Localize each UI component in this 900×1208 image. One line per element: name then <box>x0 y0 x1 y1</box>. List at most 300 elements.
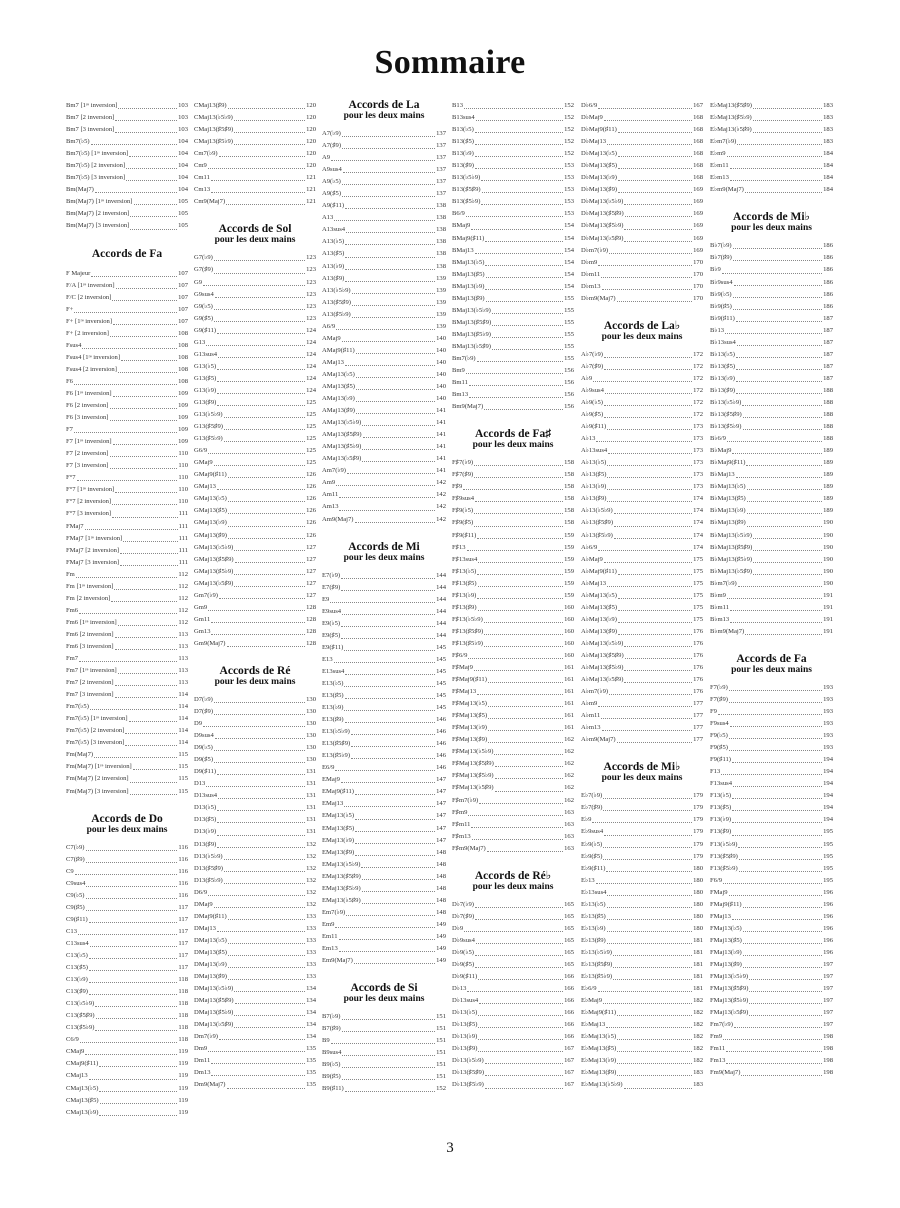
chord-name: D♭Maj13(♭5♭9) <box>581 198 624 206</box>
chord-name: F♯Maj13(♯5♭9) <box>452 772 494 780</box>
toc-entry <box>710 742 833 754</box>
dot-leader <box>112 300 177 301</box>
page-ref: 145 <box>436 704 446 712</box>
chord-name: E♭13sus4 <box>581 888 607 896</box>
page-ref: 115 <box>178 775 188 783</box>
dot-leader <box>211 1075 305 1076</box>
chord-name: Fm <box>66 570 75 578</box>
chord-name: B♭13(♯5♯9) <box>710 411 742 419</box>
page-ref: 134 <box>306 997 316 1005</box>
dot-leader <box>355 794 435 795</box>
page-ref: 154 <box>564 270 574 278</box>
toc-entry <box>322 738 446 750</box>
dot-leader <box>624 204 692 205</box>
page-ref: 120 <box>306 138 316 146</box>
page-ref: 169 <box>693 198 703 206</box>
page-ref: 179 <box>693 828 703 836</box>
dot-leader <box>342 196 435 197</box>
toc-entry <box>581 947 703 959</box>
dot-leader <box>352 305 435 306</box>
page-ref: 176 <box>693 639 703 647</box>
toc-entry <box>66 1107 188 1119</box>
dot-leader <box>732 835 822 836</box>
chord-name: A♭m9(Maj7) <box>581 736 616 744</box>
toc-column-1 <box>66 100 188 1130</box>
page-ref: 172 <box>693 374 703 382</box>
dot-leader <box>110 468 178 469</box>
dot-leader <box>464 931 563 932</box>
chord-name: Bm(Maj7) [1ʳᵉ inversion] <box>66 198 133 206</box>
dot-leader <box>475 132 563 133</box>
page-ref: 128 <box>306 627 316 635</box>
chord-name: B13(♯9) <box>452 162 474 170</box>
dot-leader <box>625 216 692 217</box>
dot-leader <box>618 610 692 611</box>
section-title: Accords de Fa♯ <box>474 428 551 441</box>
page-ref: 191 <box>823 591 833 599</box>
dot-leader <box>215 297 305 298</box>
toc-entry <box>322 714 446 726</box>
chord-name: F♯13(♯9) <box>452 603 477 611</box>
page-ref: 110 <box>178 474 188 482</box>
chord-name: A♭9(♭5) <box>581 398 603 406</box>
dot-leader <box>362 425 435 426</box>
chord-name: B♭Maj13(♭5♭9) <box>710 531 752 539</box>
toc-entry <box>322 501 446 513</box>
chord-name: B♭Maj13(♭9) <box>710 507 746 515</box>
page-ref: 119 <box>178 1060 188 1068</box>
dot-leader <box>478 586 564 587</box>
page-ref: 148 <box>436 896 446 904</box>
chord-name: AMaj13 <box>322 358 344 366</box>
page-ref: 132 <box>306 876 316 884</box>
section-title: Accords de Sol <box>218 223 292 236</box>
toc-entry <box>66 689 188 701</box>
page-ref: 147 <box>436 800 446 808</box>
toc-entry <box>194 301 316 313</box>
page-ref: 144 <box>436 571 446 579</box>
chord-name: Cm11 <box>194 174 210 182</box>
page-ref: 135 <box>306 1045 316 1053</box>
chord-name: D♭9sus4 <box>452 936 475 944</box>
dot-leader <box>228 501 305 502</box>
dot-leader <box>91 276 177 277</box>
chord-name: C7(♯9) <box>66 855 85 863</box>
toc-entry <box>452 746 574 758</box>
chord-name: G13(♯9) <box>194 398 217 406</box>
chord-name: Fsus4 [2 inversion] <box>66 365 117 373</box>
toc-entry <box>452 377 574 389</box>
chord-name: Fm7 [3 inversion] <box>66 691 114 699</box>
toc-entry <box>581 257 703 269</box>
chord-name: Bm7(♭9) <box>452 354 476 362</box>
toc-entry <box>452 530 574 542</box>
page-ref: 131 <box>306 780 316 788</box>
toc-entry <box>452 807 574 819</box>
page-ref: 175 <box>693 567 703 575</box>
toc-entry <box>581 887 703 899</box>
toc-entry <box>581 1031 703 1043</box>
toc-entry <box>581 385 703 397</box>
page-ref: 156 <box>564 367 574 375</box>
page-ref: 172 <box>693 362 703 370</box>
dot-leader <box>730 610 822 611</box>
chord-name: CMaj13 <box>66 1072 88 1080</box>
page-ref: 142 <box>436 479 446 487</box>
toc-entry <box>66 496 188 508</box>
dot-leader <box>120 565 177 566</box>
dot-leader <box>741 1075 822 1076</box>
dot-leader <box>485 1075 563 1076</box>
chord-name: EMaj13(♭5♭9) <box>322 860 361 868</box>
chord-name: G13(♭5♭9) <box>194 411 223 419</box>
dot-leader <box>746 465 822 466</box>
page-ref: 173 <box>693 423 703 431</box>
page-ref: 180 <box>693 888 703 896</box>
page-ref: 140 <box>436 395 446 403</box>
dot-leader <box>477 574 563 575</box>
dot-leader <box>624 229 692 230</box>
chord-name: Cm7(♭9) <box>194 150 218 158</box>
toc-entry <box>194 694 316 706</box>
chord-name: B♭Maj9(♯11) <box>710 459 746 467</box>
chord-name: CMaj9 <box>66 1048 85 1056</box>
chord-name: Bm(Maj7) [3 inversion] <box>66 222 130 230</box>
chord-name: FMaj13(♭5♭9) <box>710 973 749 981</box>
chord-name: D♭Maj13(♯9) <box>581 186 618 194</box>
page-ref: 197 <box>823 1021 833 1029</box>
page-ref: 161 <box>564 676 574 684</box>
page-ref: 133 <box>306 961 316 968</box>
dot-leader <box>342 1031 435 1032</box>
page-ref: 183 <box>823 102 833 109</box>
dot-leader <box>217 822 305 823</box>
chord-name: D♭13 <box>452 985 467 993</box>
toc-entry <box>66 713 188 725</box>
dot-leader <box>723 1039 822 1040</box>
page-ref: 130 <box>306 708 316 716</box>
page-ref: 159 <box>564 555 574 563</box>
toc-entry <box>66 653 188 665</box>
toc-entry <box>452 257 574 269</box>
chord-name: D13(♯5) <box>194 816 217 824</box>
page-ref: 198 <box>823 1057 833 1065</box>
toc-entry <box>322 847 446 859</box>
page-ref: 144 <box>436 607 446 615</box>
toc-entry <box>581 233 703 245</box>
toc-entry <box>66 986 188 998</box>
chord-name: A♭Maj9 <box>581 555 603 563</box>
dot-leader <box>730 726 822 727</box>
page-ref: 105 <box>178 222 188 230</box>
chord-name: AMaj9(♯11) <box>322 346 355 354</box>
chord-name: E♭m11 <box>710 162 729 170</box>
page-ref: 165 <box>564 948 574 956</box>
toc-entry <box>581 802 703 814</box>
page-ref: 166 <box>564 973 574 981</box>
page-ref: 165 <box>564 912 574 920</box>
toc-entry <box>322 152 446 164</box>
chord-name: D9(♯11) <box>194 768 217 776</box>
chord-name: Bm(Maj7) <box>66 186 94 194</box>
chord-name: G13(♭9) <box>194 386 217 394</box>
page-ref: 175 <box>693 591 703 599</box>
toc-entry <box>710 530 833 542</box>
toc-entry <box>322 128 446 140</box>
section-title: Accords de La♭ <box>603 319 681 332</box>
dot-leader <box>228 477 305 478</box>
dot-leader <box>214 762 305 763</box>
toc-entry <box>322 405 446 417</box>
chord-name: B♭7(♭9) <box>710 242 732 250</box>
page-ref: 186 <box>823 302 833 310</box>
toc-entry <box>322 774 446 786</box>
dot-leader <box>607 477 692 478</box>
page-ref: 196 <box>823 936 833 944</box>
toc-entry <box>581 722 703 734</box>
dot-leader <box>618 634 692 635</box>
page-ref: 109 <box>178 389 188 397</box>
toc-entry <box>581 899 703 911</box>
page-ref: 118 <box>178 1024 188 1032</box>
section-subtitle: pour les deux mains <box>601 773 683 784</box>
dot-leader <box>606 1027 692 1028</box>
page-ref: 187 <box>823 374 833 382</box>
page-ref: 113 <box>178 630 188 638</box>
page-ref: 115 <box>178 751 188 759</box>
toc-entry <box>322 441 446 453</box>
dot-leader <box>113 396 177 397</box>
page-ref: 166 <box>564 985 574 993</box>
toc-entry <box>66 737 188 749</box>
chord-name: E♭13(♯5♭9) <box>581 973 613 981</box>
page-ref: 197 <box>823 1009 833 1017</box>
chord-name: G13(♭5) <box>194 362 217 370</box>
dot-leader <box>86 910 178 911</box>
dot-leader <box>111 601 177 602</box>
section-title: Accords de Fa <box>736 652 807 665</box>
page-ref: 112 <box>178 594 188 602</box>
page-ref: 139 <box>436 274 446 282</box>
page-ref: 119 <box>178 1108 188 1116</box>
dot-leader <box>78 934 177 935</box>
chord-name: D13(♯5♭9) <box>194 876 223 884</box>
toc-entry <box>452 1007 574 1019</box>
chord-name: D♭Maj13(♭5♯9) <box>581 234 624 242</box>
page-ref: 111 <box>178 558 188 566</box>
chord-name: B9sus4 <box>322 1049 342 1057</box>
chord-name: EMaj13(♯5♭9) <box>322 884 361 892</box>
toc-entry <box>322 1083 446 1095</box>
dot-leader <box>736 381 822 382</box>
dot-leader <box>722 273 822 274</box>
chord-name: AMaj9 <box>322 334 341 342</box>
page-ref: 142 <box>436 515 446 523</box>
dot-leader <box>733 309 822 310</box>
chord-name: F13 <box>710 768 721 776</box>
toc-entry <box>322 489 446 501</box>
dot-leader <box>476 943 563 944</box>
dot-leader <box>736 357 822 358</box>
toc-entry <box>194 766 316 778</box>
page-ref: 144 <box>436 631 446 639</box>
chord-name: B♭13(♯9) <box>710 386 736 394</box>
page-ref: 141 <box>436 443 446 451</box>
chord-name: BMaj13(♯5♯9) <box>452 318 492 326</box>
dot-leader <box>618 156 692 157</box>
chord-name: D♭13(♭9) <box>452 1033 478 1041</box>
toc-entry <box>66 545 188 557</box>
page-ref: 126 <box>306 483 316 491</box>
toc-entry <box>194 493 316 505</box>
chord-name: Em7(♭9) <box>322 908 346 916</box>
dot-leader <box>593 381 692 382</box>
page-ref: 108 <box>178 365 188 373</box>
dot-leader <box>110 336 177 337</box>
toc-entry <box>710 505 833 517</box>
toc-entry <box>581 124 703 136</box>
toc-entry <box>66 268 188 280</box>
page-ref: 145 <box>436 667 446 675</box>
page-ref: 193 <box>823 708 833 716</box>
toc-entry <box>322 871 446 883</box>
dot-leader <box>235 1003 306 1004</box>
page-ref: 190 <box>823 531 833 539</box>
chord-name: F♯13(♯5) <box>452 579 477 587</box>
page-ref: 133 <box>306 948 316 956</box>
page-ref: 108 <box>178 341 188 349</box>
toc-entry <box>581 734 703 746</box>
chord-name: F♯Maj13(♭9) <box>452 724 487 732</box>
dot-leader <box>345 365 435 366</box>
page-ref: 180 <box>693 924 703 932</box>
dot-leader <box>234 120 305 121</box>
dot-leader <box>341 626 435 627</box>
chord-name: F♯Maj9 <box>452 664 473 672</box>
dot-leader <box>478 1039 563 1040</box>
chord-name: F6 [2 inversion] <box>66 402 109 410</box>
toc-entry <box>66 352 188 364</box>
page-ref: 176 <box>693 651 703 659</box>
page-ref: 154 <box>564 222 574 230</box>
chord-name: A♭m7(♭9) <box>581 688 609 696</box>
chord-name: E♭Maj13(♭9) <box>581 1057 617 1065</box>
toc-entry <box>710 935 833 947</box>
chord-name: Bm7(♭5) [2 inversion] <box>66 162 126 170</box>
page-ref: 170 <box>693 270 703 278</box>
chord-name: F♯13(♭5) <box>452 567 477 575</box>
toc-entry <box>710 289 833 301</box>
dot-leader <box>203 285 305 286</box>
chord-name: CMaj13(♯9) <box>194 102 227 109</box>
chord-name: E♭9(♯5) <box>581 852 603 860</box>
toc-entry <box>66 521 188 533</box>
page-ref: 162 <box>564 736 574 744</box>
dot-leader <box>607 144 692 145</box>
dot-leader <box>203 726 305 727</box>
page-ref: 140 <box>436 346 446 354</box>
page-ref: 165 <box>564 961 574 968</box>
page-ref: 152 <box>564 114 574 122</box>
page-ref: 149 <box>436 945 446 952</box>
page-ref: 149 <box>436 932 446 940</box>
page-ref: 151 <box>436 1037 446 1045</box>
toc-entry <box>581 505 703 517</box>
toc-entry <box>581 373 703 385</box>
toc-entry <box>66 436 188 448</box>
dot-leader <box>484 409 563 410</box>
dot-leader <box>738 847 822 848</box>
toc-entry <box>581 208 703 220</box>
chord-name: GMaj13(♯5) <box>194 507 227 515</box>
dot-leader <box>351 734 435 735</box>
chord-name: D13(♭5) <box>194 804 217 812</box>
page-ref: 167 <box>564 1069 574 1077</box>
chord-name: EMaj13(♭5) <box>322 812 355 820</box>
page-ref: 159 <box>564 591 574 599</box>
toc-entry <box>66 208 188 220</box>
toc-entry <box>66 196 188 208</box>
page-ref: 161 <box>564 712 574 720</box>
dot-leader <box>481 180 563 181</box>
page-ref: 124 <box>306 326 316 334</box>
dot-leader <box>488 742 563 743</box>
page-ref: 113 <box>178 642 188 650</box>
page-ref: 187 <box>823 314 833 322</box>
toc-entry <box>452 365 574 377</box>
dot-leader <box>727 156 823 157</box>
page-ref: 179 <box>693 804 703 812</box>
chord-name: Dm7(♭9) <box>194 1033 218 1041</box>
page-ref: 145 <box>436 692 446 700</box>
dot-leader <box>130 229 177 230</box>
page-ref: 167 <box>564 1045 574 1053</box>
chord-name: F13sus4 <box>710 780 732 788</box>
dot-leader <box>607 429 692 430</box>
chord-name: Fm7 [2 inversion] <box>66 679 114 687</box>
dot-leader <box>342 341 435 342</box>
toc-entry <box>194 959 316 971</box>
dot-leader <box>479 1003 563 1004</box>
dot-leader <box>747 501 822 502</box>
toc-entry <box>66 472 188 484</box>
dot-leader <box>339 951 435 952</box>
chord-name: Fm(Maj7) [3 inversion] <box>66 787 129 795</box>
page-ref: 127 <box>306 591 316 599</box>
toc-entry <box>710 277 833 289</box>
toc-entry <box>322 381 446 393</box>
page-ref: 148 <box>436 872 446 880</box>
dot-leader <box>596 441 692 442</box>
dot-leader <box>214 273 305 274</box>
section-heading <box>581 321 703 343</box>
chord-name: Fm7 <box>66 655 79 663</box>
toc-entry <box>66 1046 188 1058</box>
toc-entry <box>452 136 574 148</box>
section-title: Accords de Mi♭ <box>733 211 810 224</box>
chord-name: D6/9 <box>194 888 208 896</box>
chord-name: Fm6 [2 inversion] <box>66 630 114 638</box>
dot-leader <box>733 260 822 261</box>
chord-name: CMaj13(♯5♯9) <box>194 126 234 134</box>
page-ref: 153 <box>564 174 574 182</box>
page-ref: 141 <box>436 407 446 415</box>
dot-leader <box>736 477 822 478</box>
section-subtitle: pour les deux mains <box>472 881 554 892</box>
chord-name: A♭13sus4 <box>581 447 608 455</box>
dot-leader <box>618 574 692 575</box>
toc-entry <box>322 393 446 405</box>
